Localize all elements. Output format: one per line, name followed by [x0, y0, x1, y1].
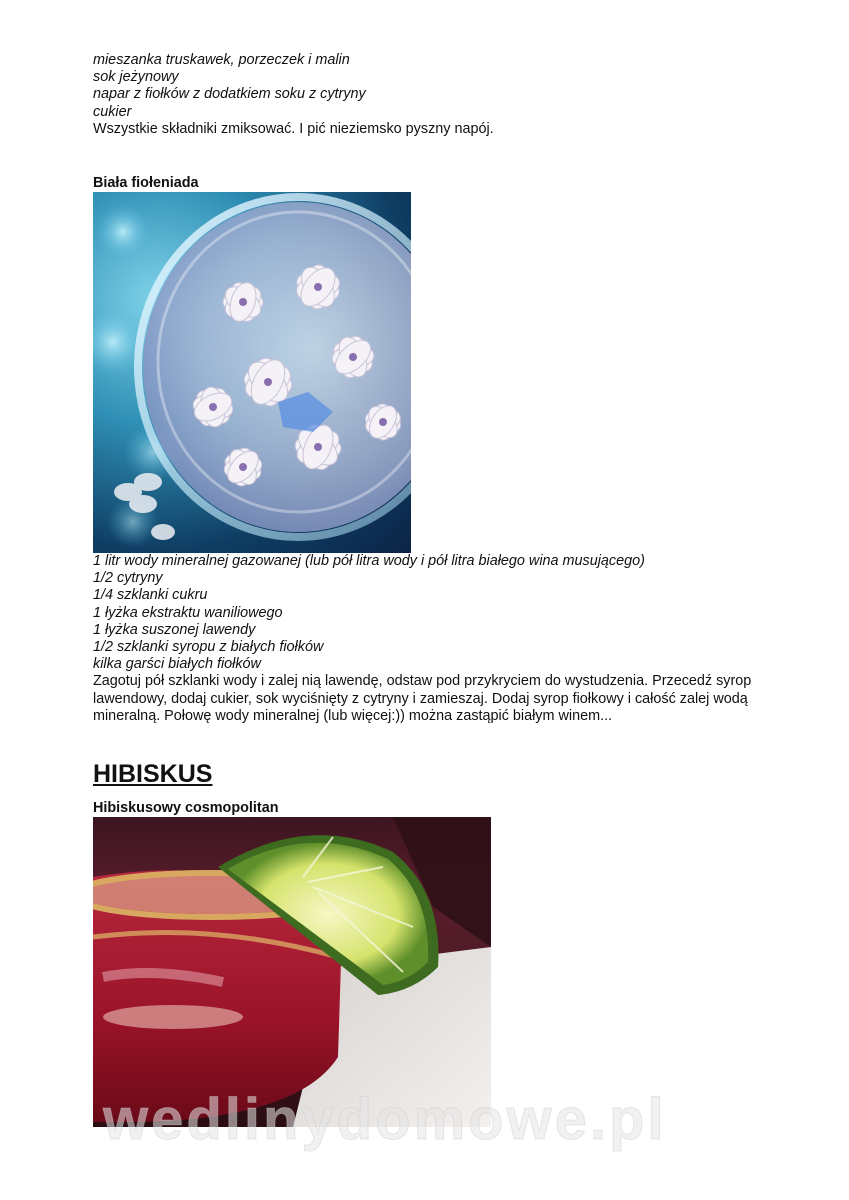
ingredient-line: 1 łyżka ekstraktu waniliowego [93, 604, 283, 621]
recipe1-ingredients-list [93, 553, 793, 673]
ingredient-line: 1/2 cytryny [93, 570, 163, 587]
instruction-line: mineralną. Połowę wody mineralnej (lub więcej:)) można zastąpić białym winem... [93, 707, 613, 724]
ingredient-line: napar z fiołków z dodatkiem soku z cytryny [93, 86, 366, 103]
ingredient-line: sok jeżynowy [93, 69, 179, 86]
recipe-title-hibiskusowy-cosmopolitan: Hibiskusowy cosmopolitan [93, 800, 279, 817]
ingredient-line: cukier [93, 103, 132, 120]
intro-instruction: Wszystkie składniki zmiksować. I pić nieziemsko pyszny napój. [93, 120, 494, 137]
instruction-line: lawendowy, dodaj cukier, sok wyciśnięty z cytryny i zamieszaj. Dodaj syrop fiołkowy i całość zalej wodą [93, 690, 748, 707]
hibiscus-cosmopolitan-photo [93, 817, 491, 1127]
glass-with-white-violets-photo [93, 192, 411, 553]
watermark-text: wedlinydomowe.pl [103, 1087, 667, 1152]
instruction-line: Zagotuj pół szklanki wody i zalej nią lawendę, odstaw pod przykryciem do wystudzenia. Przecedź syrop [93, 673, 752, 690]
ingredient-line: mieszanka truskawek, porzeczek i malin [93, 52, 350, 68]
ingredient-line: kilka garści białych fiołków [93, 656, 261, 673]
ingredient-line: 1 łyżka suszonej lawendy [93, 621, 256, 638]
intro-ingredients-list [93, 52, 793, 121]
recipe-title-biala-fioleniada: Biała fiołeniada [93, 175, 199, 192]
section-heading-hibiskus: HIBISKUS [93, 760, 213, 789]
ingredient-line: 1/2 szklanki syropu z białych fiołków [93, 639, 324, 656]
recipe1-instructions [93, 673, 793, 725]
ingredient-line: 1/4 szklanki cukru [93, 587, 208, 604]
document-page [93, 52, 793, 1127]
ingredient-line: 1 litr wody mineralnej gazowanej (lub pół litra wody i pół litra białego wina musującego) [93, 553, 645, 570]
